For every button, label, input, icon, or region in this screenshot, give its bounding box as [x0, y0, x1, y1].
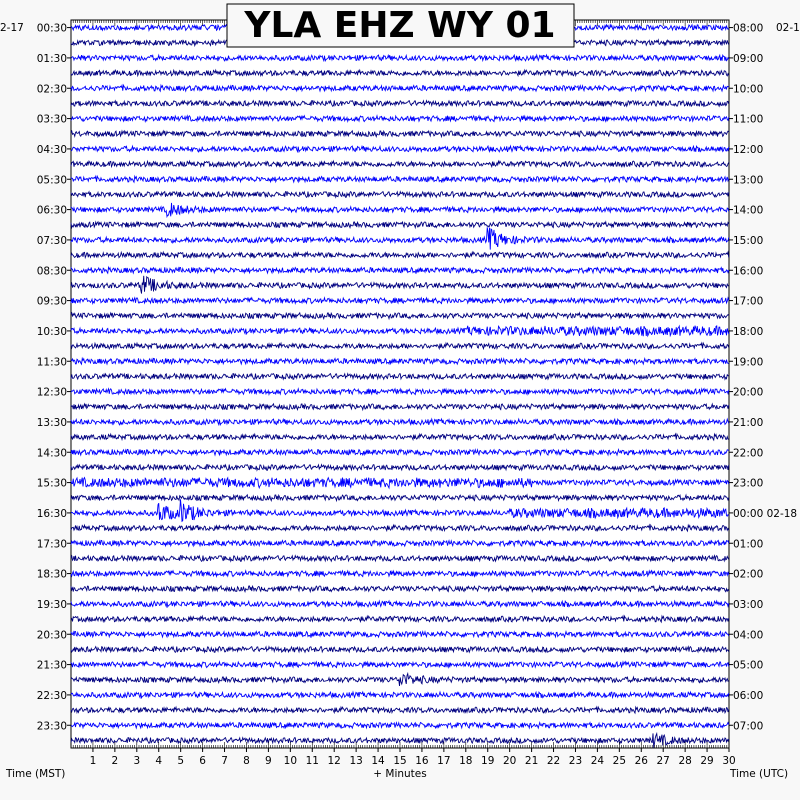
right-tick-label: 17:00: [733, 295, 764, 308]
left-axis-label: Time (MST): [6, 768, 66, 780]
x-tick-label: 24: [590, 755, 605, 767]
chart-title-box: [227, 4, 574, 47]
x-axis-label: + Minutes: [373, 768, 427, 780]
right-tick-label: 18:00: [733, 325, 764, 338]
left-tick-label: 06:30: [36, 204, 67, 217]
x-tick-label: 19: [481, 755, 495, 767]
left-tick-label: 12:30: [36, 386, 67, 399]
left-tick-label: 18:30: [36, 568, 67, 581]
x-tick-label: 13: [349, 755, 363, 767]
x-tick-label: 14: [371, 755, 385, 767]
x-tick-label: 21: [524, 755, 539, 767]
right-tick-label: 02:00: [733, 568, 764, 581]
x-tick-label: 28: [678, 755, 692, 767]
right-axis-label: Time (UTC): [730, 768, 789, 780]
left-tick-label: 08:30: [36, 265, 67, 278]
right-tick-label: 01:00: [733, 538, 764, 551]
x-tick-label: 29: [700, 755, 714, 767]
left-tick-label: 13:30: [36, 416, 67, 429]
right-tick-label: 03:00: [733, 598, 764, 611]
left-tick-label: 00:30: [36, 22, 67, 35]
x-tick-label: 17: [437, 755, 451, 767]
x-tick-label: 8: [243, 755, 250, 767]
right-tick-label: 12:00: [733, 143, 764, 156]
x-tick-label: 7: [221, 755, 228, 767]
left-tick-label: 16:30: [36, 507, 67, 520]
x-tick-label: 3: [133, 755, 141, 767]
x-tick-label: 27: [656, 755, 670, 767]
right-tick-label: 20:00: [733, 386, 764, 399]
right-tick-label: 11:00: [733, 113, 764, 126]
right-tick-label: 08:00: [733, 22, 764, 35]
right-tick-label: 16:00: [733, 265, 764, 278]
right-tick-label: 15:00: [733, 234, 764, 247]
right-tick-label: 09:00: [733, 52, 764, 65]
left-tick-label: 10:30: [36, 325, 67, 338]
right-tick-label: 04:00: [733, 629, 764, 642]
right-date-label: 02-1: [776, 22, 800, 34]
left-tick-label: 07:30: [36, 234, 67, 247]
right-tick-label: 22:00: [733, 447, 764, 460]
right-tick-label: 19:00: [733, 356, 764, 369]
left-tick-label: 03:30: [36, 113, 67, 126]
right-tick-label: 21:00: [733, 416, 764, 429]
left-tick-label: 21:30: [36, 659, 67, 672]
x-tick-label: 5: [177, 755, 185, 767]
x-tick-label: 11: [305, 755, 319, 767]
chart-title: YLA EHZ WY 01: [244, 5, 556, 46]
x-tick-label: 18: [459, 755, 473, 767]
left-tick-label: 05:30: [36, 174, 67, 187]
right-tick-label: 13:00: [733, 174, 764, 187]
left-tick-label: 17:30: [36, 538, 67, 551]
x-tick-label: 15: [393, 755, 407, 767]
plot-area: [71, 20, 729, 748]
right-tick-label: 05:00: [733, 659, 764, 672]
left-tick-label: 01:30: [36, 52, 67, 65]
x-tick-label: 1: [89, 755, 97, 767]
x-tick-label: 9: [265, 755, 272, 767]
right-tick-label: 23:00: [733, 477, 764, 490]
x-tick-label: 26: [634, 755, 648, 767]
x-tick-label: 6: [199, 755, 206, 767]
left-date-label: 2-17: [0, 22, 24, 34]
left-tick-label: 19:30: [36, 598, 67, 611]
x-tick-label: 16: [415, 755, 429, 767]
x-tick-label: 25: [612, 755, 627, 767]
x-tick-label: 10: [283, 755, 298, 767]
left-tick-label: 02:30: [36, 83, 67, 96]
x-tick-label: 12: [327, 755, 341, 767]
right-tick-label: 00:00 02-18: [733, 507, 798, 520]
x-tick-label: 30: [722, 755, 736, 767]
left-tick-label: 20:30: [36, 629, 67, 642]
left-tick-label: 14:30: [36, 447, 67, 460]
left-tick-label: 23:30: [36, 720, 67, 733]
x-tick-label: 23: [568, 755, 583, 767]
x-tick-label: 4: [155, 755, 163, 767]
x-tick-label: 22: [546, 755, 561, 767]
left-tick-label: 22:30: [36, 689, 67, 702]
left-tick-label: 09:30: [36, 295, 67, 308]
right-tick-label: 14:00: [733, 204, 764, 217]
right-tick-label: 06:00: [733, 689, 764, 702]
x-tick-label: 20: [502, 755, 517, 767]
right-tick-label: 07:00: [733, 720, 764, 733]
left-tick-label: 04:30: [36, 143, 67, 156]
left-tick-label: 15:30: [36, 477, 67, 490]
x-tick-label: 2: [111, 755, 119, 767]
right-tick-label: 10:00: [733, 83, 764, 96]
left-tick-label: 11:30: [36, 356, 67, 369]
